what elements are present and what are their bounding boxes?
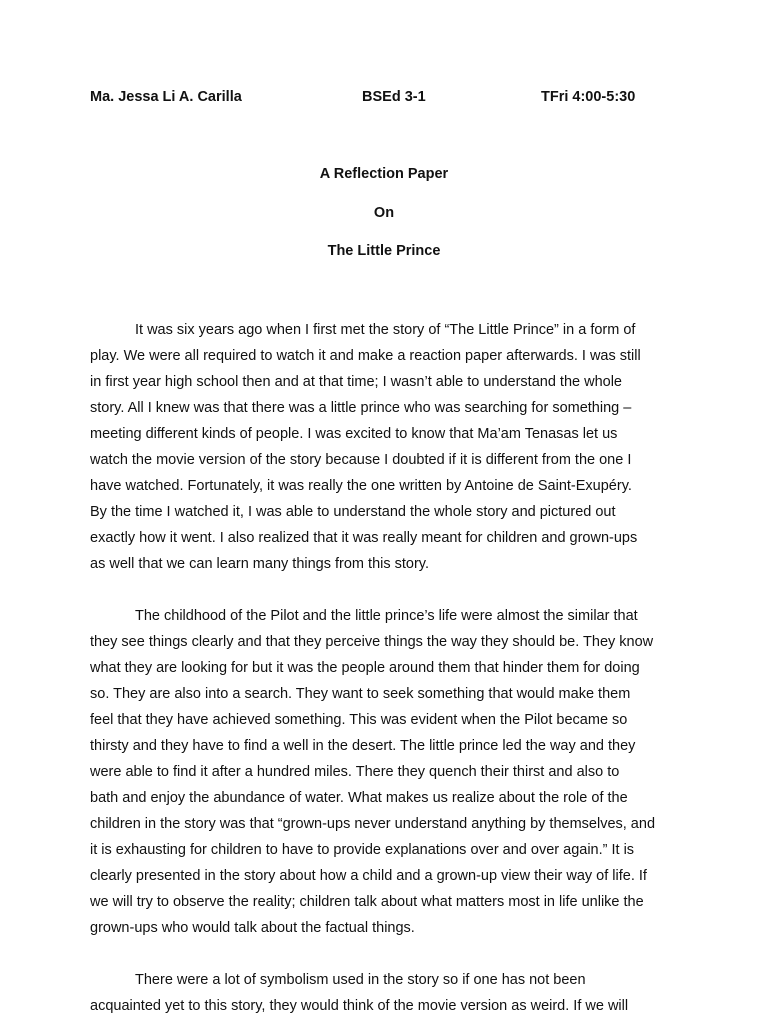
- paragraph-line: watch the movie version of the story because I doubted if it is different from the one I: [90, 452, 632, 468]
- paragraph-line: meeting different kinds of people. I was excited to know that Ma’am Tenasas let us: [90, 426, 618, 442]
- course-section: BSEd 3-1: [362, 89, 426, 105]
- title-line-1: A Reflection Paper: [319, 166, 449, 182]
- paragraph-line: The childhood of the Pilot and the little prince’s life were almost the similar that: [135, 608, 638, 624]
- paragraph-line: feel that they have achieved something. This was evident when the Pilot became so: [90, 712, 628, 728]
- paragraph-line: what they are looking for but it was the people around them that hinder them for doing: [90, 660, 640, 676]
- paragraph-line: we will try to observe the reality; children talk about what matters most in life unlike the: [90, 894, 644, 910]
- paragraph-line: play. We were all required to watch it and make a reaction paper afterwards. I was still: [90, 348, 641, 364]
- paragraph-line: grown-ups who would talk about the factual things.: [90, 920, 415, 936]
- paragraph-3: [90, 967, 690, 1019]
- paragraph-line: It was six years ago when I first met the story of “The Little Prince” in a form of: [135, 322, 636, 338]
- document-header: [90, 89, 690, 109]
- author-name: Ma. Jessa Li A. Carilla: [90, 89, 242, 105]
- paragraph-line: acquainted yet to this story, they would think of the movie version as weird. If we will: [90, 998, 629, 1014]
- paragraph-1: [90, 317, 690, 577]
- paragraph-line: in first year high school then and at that time; I wasn’t able to understand the whole: [90, 374, 622, 390]
- paragraph-line: There were a lot of symbolism used in the story so if one has not been: [135, 972, 586, 988]
- paragraph-line: have watched. Fortunately, it was really the one written by Antoine de Saint-Exupéry.: [90, 478, 632, 494]
- paragraph-line: By the time I watched it, I was able to understand the whole story and pictured out: [90, 504, 616, 520]
- paragraph-line: exactly how it went. I also realized that it was really meant for children and grown-ups: [90, 530, 638, 546]
- title-line-3: The Little Prince: [327, 243, 441, 259]
- paragraph-line: thirsty and they have to find a well in the desert. The little prince led the way and they: [90, 738, 636, 754]
- paragraph-line: as well that we can learn many things from this story.: [90, 556, 430, 572]
- paragraph-line: it is exhausting for children to have to provide explanations over and over again.” It is: [90, 842, 635, 858]
- title-line-2: On: [373, 205, 395, 221]
- paragraph-line: so. They are also into a search. They want to seek something that would make them: [90, 686, 631, 702]
- paragraph-2: [90, 603, 690, 941]
- paragraph-line: story. All I knew was that there was a little prince who was searching for something –: [90, 400, 632, 416]
- paragraph-line: were able to find it after a hundred miles. There they quench their thirst and also to: [90, 764, 620, 780]
- class-schedule: TFri 4:00-5:30: [541, 89, 636, 105]
- paragraph-line: clearly presented in the story about how a child and a grown-up view their way of life. If: [90, 868, 647, 884]
- paragraph-line: children in the story was that “grown-ups never understand anything by themselves, and: [90, 816, 656, 832]
- paragraph-line: they see things clearly and that they perceive things the way they should be. They know: [90, 634, 654, 650]
- paragraph-line: bath and enjoy the abundance of water. What makes us realize about the role of the: [90, 790, 628, 806]
